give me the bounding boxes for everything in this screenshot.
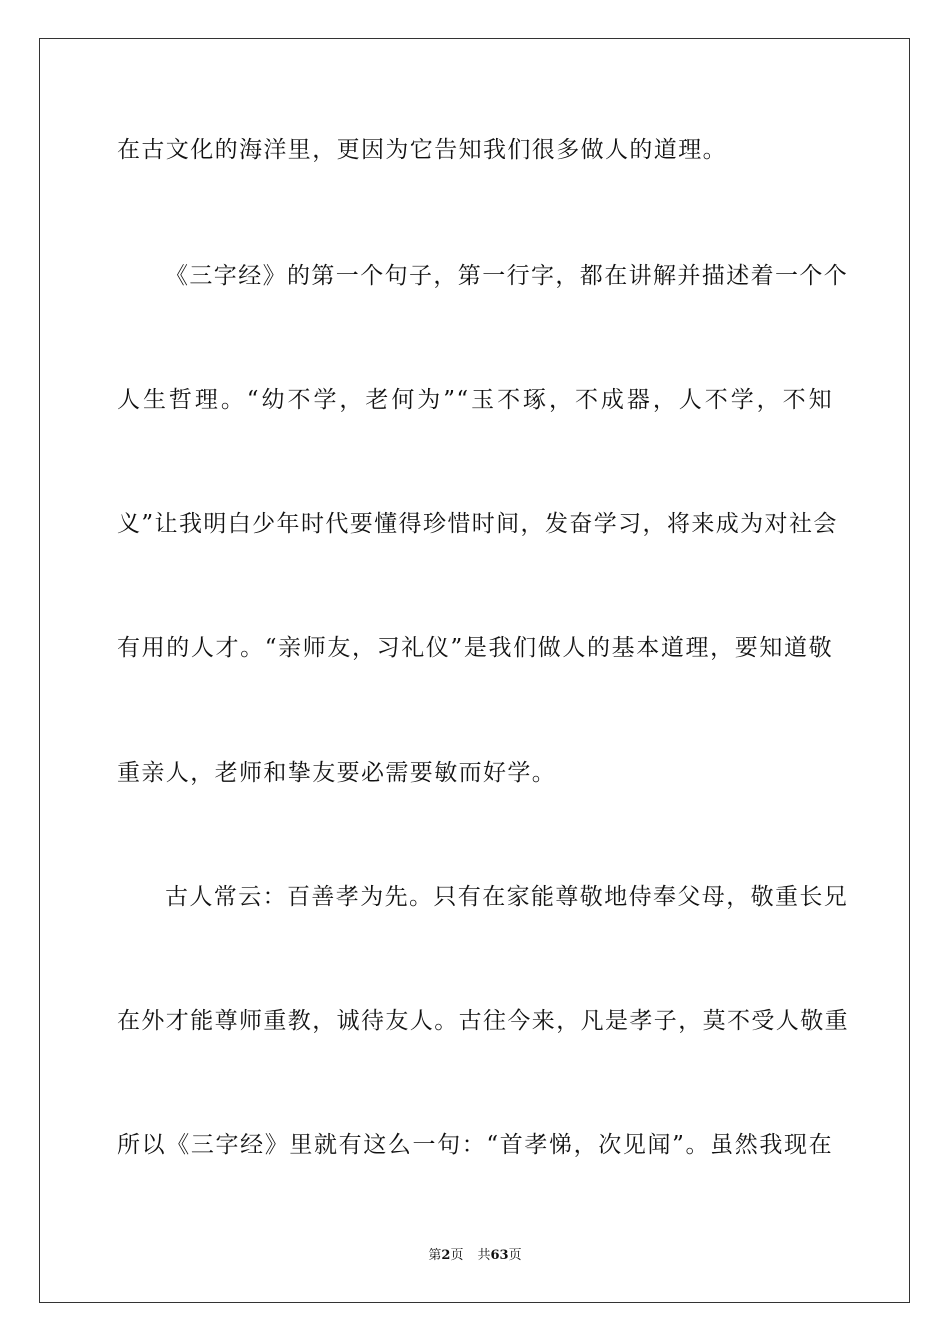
footer-page-suffix: 页	[450, 1248, 464, 1263]
page-border	[39, 38, 910, 1303]
page-footer	[0, 1248, 950, 1264]
footer-total-prefix: 共	[477, 1248, 491, 1263]
text-line-5: 有用的人才。“亲师友，习礼仪”是我们做人的基本道理，要知道敬	[117, 635, 833, 661]
text-line-2: 《三字经》的第一个句子，第一行字，都在讲解并描述着一个个	[165, 263, 849, 289]
text-line-6: 重亲人，老师和挚友要必需要敏而好学。	[117, 760, 557, 786]
footer-total-pages: 63	[490, 1248, 509, 1263]
text-line-3: 人生哲理。“幼不学，老何为”“玉不琢，不成器，人不学，不知	[117, 387, 833, 413]
text-line-8: 在外才能尊师重教，诚待友人。古往今来，凡是孝子，莫不受人敬重	[117, 1008, 849, 1034]
footer-total-suffix: 页	[508, 1248, 522, 1263]
footer-page-number: 2	[441, 1248, 451, 1263]
footer-page-prefix: 第	[428, 1248, 442, 1263]
text-line-1: 在古文化的海洋里，更因为它告知我们很多做人的道理。	[117, 137, 727, 163]
text-line-9: 所以《三字经》里就有这么一句：“首孝悌，次见闻”。虽然我现在	[117, 1132, 833, 1158]
text-line-7: 古人常云：百善孝为先。只有在家能尊敬地侍奉父母，敬重长兄	[165, 884, 849, 910]
text-line-4: 义”让我明白少年时代要懂得珍惜时间，发奋学习，将来成为对社会	[117, 511, 838, 537]
